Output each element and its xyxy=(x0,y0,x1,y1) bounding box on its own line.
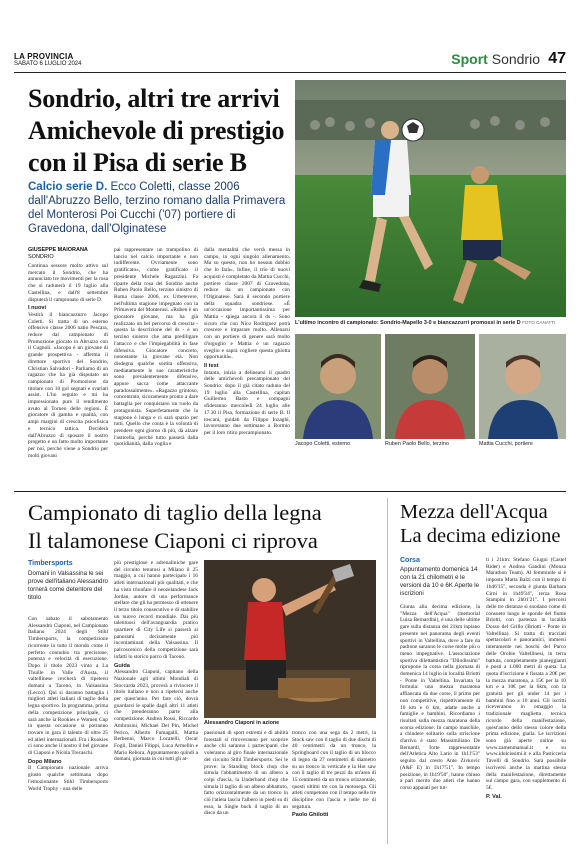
section-city: Sondrio xyxy=(491,51,540,67)
section-label xyxy=(451,51,540,67)
article2-lead: Domani in Valsassina le sei prove dell'italiano Alessandro tornerà come detentore del titolo xyxy=(28,570,108,601)
football-photo-caption-text: L'ultimo incontro di campionato: Sondrio-Mapello 3-0 e biancazzurri promossi in serie D xyxy=(295,320,521,326)
article3-kicker: Corsa xyxy=(400,557,420,564)
article1-col3b-text: Intanto, inizia a delinearsi il quadro delle amichevoli precampionato del Sondrio: dopo il già citato raduno del 19 luglio alla Castellina, capitan Guillermo Basto e compagni sfideranno mercoledì 24 luglio alle 17.30 il Pisa, formazione di serie B. Il toscani, guidati da Filippo Inzaghi, lavoreranno due settimane a Bormio per il loro ritiro precampionato. xyxy=(204,369,290,436)
caption-cucchi: Mattia Cucchi, portiere xyxy=(479,441,533,447)
article2-author: Paolo Ghilotti xyxy=(292,812,329,819)
article1-headline-line1: Sondrio, altri tre arrivi xyxy=(28,84,280,113)
section-divider xyxy=(14,491,566,492)
article3-col2-text: ti i 21km: Stefano Giugni (Castel Rider) e Andrea Gandini (Monza Marathon Team). Al femminile si è imposta Marta Balzi con il tempo di 1h46'15", seconda è giunta Barbara Cirni in 1h49'34", terza Rosa Stampini in 2h01'21". I percorsi delle tre distanze si snodano come di consueto lungo le sponde del fiume Briotti, con partenza in località Dosso del Grillo (Briotti - Ponte in Valtellina). Si tratta di tracciati spettacolari e panoramici, immersi interamente nei boschi del Parco delle Orobie Valtellinesi, in terra battuta, completamente pianeggianti e posti a 1.000 metri di quota. La quota d'iscrizione è fissata a 20€ per la mezza maratona, a 15€ per la 10 km e a 10€ per la 6km, con la gratuità per gli under 14 per i bambini fino a 10 anni. Gli iscritti riceveranno in omaggio la tradizionale maglietta tecnica ricordo della manifestazione, quest'anno dello stesso colore della prima edizione, gialla. Le iscrizioni sono già aperte online su www.zamenmanual.it e su www.idolcissimi.it e alla Pasticceria Tavelli di Sondrio. Sarà possibile iscriversi anche la mattina stessa della manifestazione, direttamente sul campo gara, con supplemento di 5€. xyxy=(486,557,566,791)
article1-place: SONDRIO xyxy=(28,254,54,260)
article3-headline-line1: Mezza dell'Acqua xyxy=(400,501,548,523)
article2-col4 xyxy=(292,730,376,842)
article2-col2 xyxy=(114,560,198,842)
article2-col1 xyxy=(28,616,108,842)
article2-col4-text: tronco con una sega da 2 metri, la Stock saw con il taglio di due dischi di 40 centimetri da un tronco, la Springboard con il taglio di un blocco di legno da 27 centimetri di diametro su un tronco in verticale e la Hot saw con il taglio di tre pezzi da un'area di 15 centimetri da un tronco orizzontale, questi ultimi tre con la motosega. Gli atleti competono con il tempo nelle tre discipline con l'ascia e nelle tre di segatura. xyxy=(292,730,376,810)
article2-headline-line2: Il talamonese Ciaponi ci riprova xyxy=(28,528,318,553)
masthead xyxy=(14,51,566,73)
article1-col1 xyxy=(28,263,108,485)
football-match-photo xyxy=(295,80,566,317)
lumberjack-photo xyxy=(204,560,376,718)
lumberjack-caption-text: Alessandro Ciaponi in azione xyxy=(204,720,280,726)
coletti-portrait xyxy=(295,334,381,439)
page-number: 47 xyxy=(548,50,566,67)
football-match-illustration xyxy=(295,80,566,317)
football-photo-credit: FOTO CANATTI xyxy=(522,320,556,325)
article2-col3 xyxy=(204,730,288,842)
article3-col1 xyxy=(400,604,480,842)
article1-headline-line2: Amichevole di prestigio xyxy=(28,116,285,145)
article1-byline xyxy=(28,247,88,261)
article3-headline-line2: La decima edizione xyxy=(400,525,561,547)
cucchi-portrait xyxy=(479,334,566,439)
paper-name: LA PROVINCIA xyxy=(14,52,74,61)
article3-author: P. Val. xyxy=(486,793,502,800)
section-sport: Sport xyxy=(451,51,488,67)
article1-col2 xyxy=(114,247,198,485)
article1-col1b-text: Vestirà il biancazzurro Jacopo Coletti. Si tratta di un esterno offensivo classe 2006 natio Pescara, reduce dal campionato di Promozione giocato in Abruzzo con il Cugnoli. «Jacopo è un giovane di grande prospettiva - afferma il direttore sportivo del Sondrio, Christian Salvadori - Parliamo di un ragazzo che ha già disputato un campionato di Promozione da titolare con 10 gol segnati e svariati assist. L'ho seguito e mi ha impressionato pure il rendimento avuto al Torneo delle regioni. È giocatore di gamba e qualità, con ampi margini di crescita psicofisica e tecnico tattica. Deciderà dall'Abruzzo di sposare il nostro progetto e un fatto molto importante per noi, perché viene a Sondrio per molti giovani xyxy=(28,311,108,459)
column-divider xyxy=(387,498,388,844)
caption-coletti: Jacopo Coletti, esterno xyxy=(295,441,351,447)
article1-col2-text: pai rappresentare un trampolino di lancio nel calcio importante e non indifferente. Ovviamente sono gratificato», come gratificato il presidente Michele Ragazzini. Fa riparte della rosa del Sondrio anche Ruben Paolo Bello, terzino sinistro di Roma classe 2006, ex Urbetevere, nell'ultima stagione impegnato con la Primavera del Monterosi. «Ruben è un giocatore giovane, ma ha già realizzato un bel percorso di crescita - questa la descrizione del ds - è un terzino sinistro che ama prediligare l'attacco e che l'impiegabilità in fase difensiva. Giocatore concreto, nonostante la giovane età. Non disdegna qualche sortita offensiva, mediatamente le sue caratteristiche sono prevalentemente difensive, appure sacca come attaccante paradossalmente». «Ragazzo grintoso, concentrato, sicuramente pronto a dare battaglia per conquistarsi un ruolo da protagonista. Superfetamente che la stagione è lunga e ci sarà spazio per tutti. Quello che conta è la volontà di prendere ogni giorno di più, dà alzare l'asticella, perché tutto passerà dalla quotidianità, dalla voglia e xyxy=(114,247,198,448)
article1-lead xyxy=(28,180,288,236)
article1-kicker: Calcio serie D. xyxy=(28,181,108,193)
article1-subhead-nuovi: I nuovi xyxy=(28,305,47,312)
article2-headline-line1: Campionato di taglio della legna xyxy=(28,500,322,525)
article3-lead: Appuntamento domenica 14 con la 21 chilometri e le versioni da 10 e 6K Aperte le iscrizioni xyxy=(400,566,480,597)
article1-col3 xyxy=(204,247,290,485)
article1-subhead-test: Il test xyxy=(204,362,219,369)
football-photo-caption xyxy=(295,319,566,327)
lumberjack-illustration xyxy=(204,560,376,718)
article1-col1-text: Continua sessore molto attivo sul mercato il Sondrio, che ha annunciato tre movimenti per la rosa che si radunerà il 19 luglio alla Castellina, e dall'8 settembre disputerà il campionato di serie D. xyxy=(28,263,108,303)
article2-col2b-text: Alessandro Ciaponi, capitano della Nazionale agli ultimi Mondiali di Stoccarda 2023, proverà a rivincere il titolo italiano e non a ripetersi anche per quest'anno. Per fare ciò, dovrà guardarsi le spalle dagli altri 11 atleti che prenderanno parte alla competizione: Andrea Rossi, Riccardo Ambrosini, Michael Del Pin, Michel Perico, Alberto Fumagalli, Mattia Berbenni, Marco Locatelli, Oscar Fogli, Daniel Filippi, Luca Armellin e Mario Rebora. Appuntamento quindi a domani, giornata in cui tutti gli at- xyxy=(114,669,198,763)
player-photo-bello xyxy=(385,334,475,439)
caption-bello: Ruben Paolo Bello, terzino xyxy=(385,441,449,447)
lumberjack-caption xyxy=(204,720,376,727)
article2-subhead-guida: Guida xyxy=(114,662,130,669)
article1-author: GIUSEPPE MAIORANA xyxy=(28,247,88,253)
article2-col1-text: Con sabato il sabotamento Alessandro Ciaponi, nel Campionato Italiano 2024 degli Stihl Timbersports, la competizione ricorrente in tutto il mondo come il perfetto connubio tra precisione, potenza e velocità di esecuzione. Dopo il titolo 2023 vinto a La Thuille in Valle d'Aosta, il valtellinese cercherà di ripetersi domani a Taceno, in Valsassina (Lecco). Qui si daranno battaglia i migliori atleti italiani di taglio della legna sportivo. In programma, prima della competizione principale, ci sarà anche la Rookies e Women Cup in questa occasione si potranno trovare in gara il talento di oltre 25 ed atleti internazionali. Fra i Rookies ci sono anche il nostro il bel giovane di Ciaponi e Nicola Trecaschi. xyxy=(28,616,108,757)
article2-col1b-text: Il Campionato nazionale arriva giusto qualche settimana dopo l'emozionante Stihl Timbersports World Trophy - una delle xyxy=(28,765,108,792)
article1-lead-text: Ecco Coletti, classe 2006 dall'Abruzzo Bello, terzino romano dalla Primavera del Monterosi Poi Cucchi ('07) portiere di Gravedona, dall'Olginatese xyxy=(28,181,286,235)
article2-kicker: Timbersports xyxy=(28,560,73,567)
article2-col3-text: passionati di sport estremi e di abilità forestali si ritroveranno per scoprire anche chi saranno i partecipanti che voleranno al giro finale internazionale del circuito Stihl Timbersports. Sei le prove: la Standing block chop che simula l'abbattimento di un albero a colpi d'ascia, la Underhand chop che simula il taglio di un albero abbattuto, fatto orizzontalmente da un tronco in ciò l'atleta lascia l'albero in piedi su di esso, la Single buck il taglio di un disco da un xyxy=(204,730,288,817)
article1-col3-text: dalla mentalità che verrà messa in campo, in ogni singolo allenamento. Ma su questo, non ho nessun dubbio che lo farà». Infine, il trio di nuovi acquisti è completato da Mattia Cucchi, portiere classe 2007 di Gravedona, reduce da un campionato con l'Olginatese. Sarà il secondo portiere della squadra sondriese. «È un'occasione importantissima per Mattia - spiega ancora il ds -. Sono sicuro che con Nico Rodriguez potrà crescere e imparare molto. Allenarsi con un portiere di genere sarà molto d'orgoglio e Mattia è un ragazzo sveglio e saprà cogliere questa ghiotta opportunità». xyxy=(204,247,290,361)
article2-subhead-milano: Dopo Milano xyxy=(28,758,62,765)
article3-col2 xyxy=(486,557,566,842)
article2-col2-text: più prestigiose e adrenaliniche gare del circuito tenutosi a Milano il 25 maggio, a cui hanno partecipato i 16 atleti internazionali più qualitati, e che ha visto trionfare il neozelandese Jack Jordan, autore di una performance stellare che gli ha permesso di ottenere il terzo titolo consecutivo e di stabilire un nuovo record mondiale. Dai più talentuosi dell'avanguardia pratico quartiere di City Life si passerà ai panorami decisamente più incontaminati della Valsassina. Il palcoscenico della competizione sarà infatti lo storico parco di Taceno. xyxy=(114,560,198,660)
article3-col1-text: Giunta alla decima edizione, la "Mezza dell'Acqua" (memorial Luisa Bernardini), è una delle ultime gare sulla distanza dei 21km inpiano presente nel panorama degli eventi sportivi in Valtellina, dove a fare da padrone saranno le corse molte più o meno impegnative. L'associazione sportiva dilettantistica "Dilodissimi" ripropone la corsa nella giornata di domenica 14 luglio in località Briotti - Ponte in Valtellina. Invariata la formula: una mezza maratona affiancata da due corse, il primo per non competitive, rispettivamente di 10 km e 6 km, adatte anche a famiglie e bambini. Ricordiamo i risultati sulla mezza maratona della scorsa edizione. In campo maschile, a chiudere solitario sulla striscione d'arrivo è stato Massimiliano De Bernardi, forte rappresentante dell'Atletica Alto Lario in 1h11'53" seguito dal cresto Ante Zivkovic (A&F E) in 1h17'51". In tempo posizione, in 1h19'50", hanno chiuso a pari merito due atleti che hanno corso appaiati per tut- xyxy=(400,604,480,791)
paper-date: SABATO 6 LUGLIO 2024 xyxy=(14,61,82,67)
article1-headline-line3: con il Pisa di serie B xyxy=(28,148,247,177)
bello-portrait xyxy=(385,334,475,439)
player-photo-coletti xyxy=(295,334,381,439)
player-photo-cucchi xyxy=(479,334,566,439)
